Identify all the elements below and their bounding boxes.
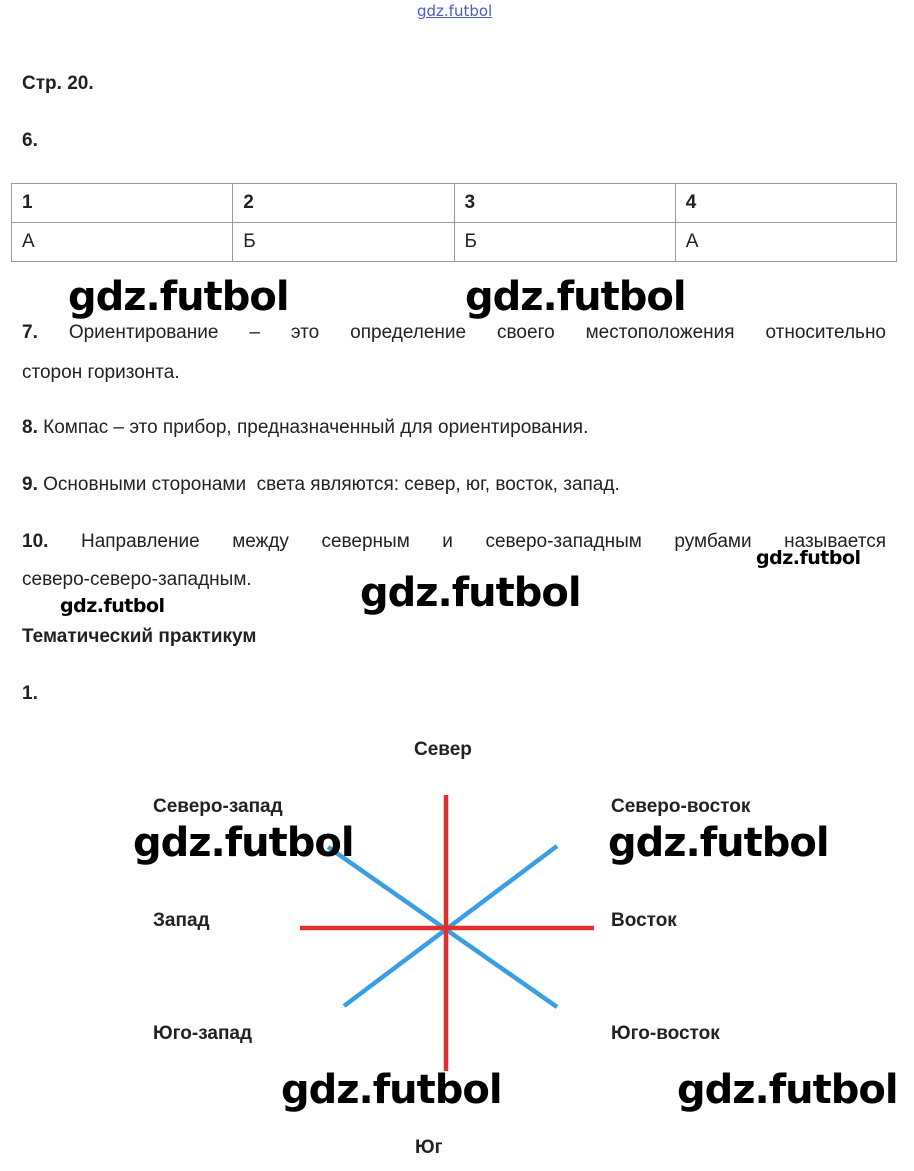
label-north: Север xyxy=(414,739,472,760)
task-10-number: 10. xyxy=(22,531,49,552)
watermark: gdz.futbol xyxy=(133,820,354,866)
task-7-line-2: сторон горизонта. xyxy=(22,362,180,383)
watermark: gdz.futbol xyxy=(60,595,165,617)
page-number: Стр. 20. xyxy=(22,73,94,94)
task-7-number: 7. xyxy=(22,322,38,343)
watermark: gdz.futbol xyxy=(281,1067,502,1113)
watermark: gdz.futbol xyxy=(465,274,686,320)
label-northwest: Северо-запад xyxy=(153,796,283,817)
task-7-text: Ориентирование – это определение своего местоположения относительно xyxy=(68,322,887,343)
practice-1-number: 1. xyxy=(22,683,38,704)
task-6-number: 6. xyxy=(22,130,38,151)
task-10-line-2: северо-северо-западным. xyxy=(22,569,252,590)
section-title: Тематический практикум xyxy=(22,626,257,647)
watermark: gdz.futbol xyxy=(68,274,289,320)
answers-table-cell: А xyxy=(675,223,896,262)
task-8-number: 8. xyxy=(22,417,38,438)
answers-table-cell: Б xyxy=(233,223,454,262)
watermark: gdz.futbol xyxy=(756,547,861,569)
watermark: gdz.futbol xyxy=(608,820,829,866)
answers-table-cell: А xyxy=(12,223,233,262)
label-southwest: Юго-запад xyxy=(153,1023,253,1044)
answers-table-header-cell: 2 xyxy=(233,184,454,223)
task-10-text: Направление между северным и северо-западным румбами называется xyxy=(80,531,886,552)
answers-table-cell: Б xyxy=(454,223,675,262)
label-northeast: Северо-восток xyxy=(611,796,751,817)
answers-table-header-cell: 4 xyxy=(675,184,896,223)
watermark-top: gdz.futbol xyxy=(417,2,493,20)
watermark: gdz.futbol xyxy=(360,570,581,616)
label-south: Юг xyxy=(415,1137,443,1158)
watermark: gdz.futbol xyxy=(677,1067,898,1113)
label-west: Запад xyxy=(153,910,210,931)
task-9-number: 9. xyxy=(22,474,38,495)
label-east: Восток xyxy=(611,910,677,931)
task-8-text: Компас – это прибор, предназначенный для ориентирования. xyxy=(43,417,589,438)
label-southeast: Юго-восток xyxy=(611,1023,720,1044)
answers-table-header-cell: 3 xyxy=(454,184,675,223)
task-9-text: Основными сторонами света являются: север, юг, восток, запад. xyxy=(43,474,620,495)
answers-table-header-cell: 1 xyxy=(12,184,233,223)
